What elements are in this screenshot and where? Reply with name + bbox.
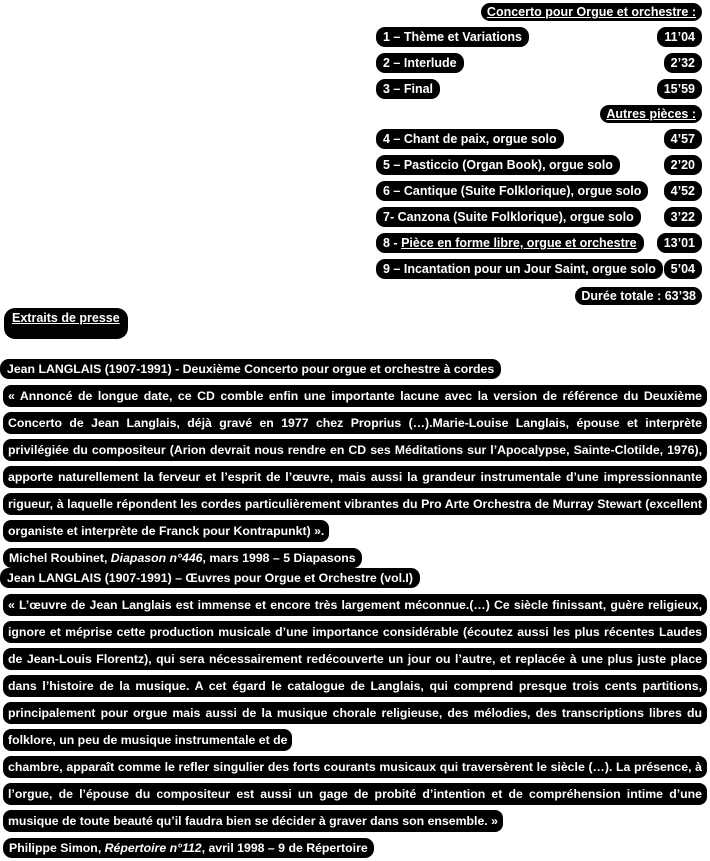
track-duration: 2’20 xyxy=(664,155,702,175)
track-title: 9 – Incantation pour un Jour Saint, orgue solo xyxy=(376,259,663,279)
track-title: 2 – Interlude xyxy=(376,53,464,73)
press-excerpt-title xyxy=(0,566,710,590)
press-excerpt xyxy=(0,357,710,571)
signature-author: Michel Roubinet, xyxy=(9,551,111,565)
concerto-heading-colon: : xyxy=(688,5,696,19)
track-row xyxy=(376,178,702,204)
track-title: 5 – Pasticcio (Organ Book), orgue solo xyxy=(376,155,620,175)
press-excerpt-body-continued xyxy=(0,754,710,835)
track-duration: 13’01 xyxy=(657,233,702,253)
track-row xyxy=(376,204,702,230)
press-section-heading xyxy=(4,308,128,339)
concerto-heading xyxy=(376,0,702,24)
press-excerpt-body-text-part1: « L’œuvre de Jean Langlais est immense et encore très largement méconnue.(…) Ce siècle finissant, guère religieux, ignore et méprise cette production musicale d’une importance considérable (écoutez aussi les plus récentes Laudes de Jean-Louis Florentz), qui sera nécessairement redécouverte un jour ou l’autre, et replacée à une plus juste place dans l’histoire de la musique. A cet égard le catalogue de Langlais, qui comprend presque trois cents partitions, principalement pour orgue mais aussi de la musique chorale religieuse, des mélodies, des transcriptions libres du folklore, un peu de musique instrumentale et de xyxy=(3,594,707,751)
signature-rest: , mars 1998 – 5 Diapasons xyxy=(202,551,356,565)
press-excerpt-title-text: Jean LANGLAIS (1907-1991) – Œuvres pour Orgue et Orchestre (vol.I) xyxy=(0,568,420,588)
concerto-heading-text: Concerto pour Orgue et orchestre xyxy=(486,5,689,19)
track-title: Pièce en forme libre, orgue et orchestre xyxy=(401,236,637,250)
other-pieces-heading xyxy=(376,102,702,126)
tracklist xyxy=(376,0,702,282)
press-excerpt-body-text-part2: chambre, apparaît comme le refler singulier des forts courants musicaux qui traversèrent le siècle (…). La présence, à l’orgue, de l’épouse du compositeur est aussi un gage de probité d’intention et de compréhension intime d’une musique de toute beauté qu’il faudra bien se décider à graver dans son ensemble. » xyxy=(3,756,707,832)
track-duration: 4’57 xyxy=(664,129,702,149)
press-excerpt-body xyxy=(0,383,710,545)
track-duration: 2’32 xyxy=(664,53,702,73)
other-pieces-heading-text: Autres pièces : xyxy=(600,105,702,123)
total-duration-label: Durée totale : 63’38 xyxy=(575,287,702,305)
total-duration xyxy=(376,284,702,308)
track-row xyxy=(376,76,702,102)
press-excerpt-title xyxy=(0,357,710,381)
signature-publication: Diapason n°446 xyxy=(110,551,203,565)
press-excerpt-signature xyxy=(0,835,710,861)
track-title: 1 – Thème et Variations xyxy=(376,27,529,47)
press-excerpt xyxy=(0,566,710,861)
track-title: 3 – Final xyxy=(376,79,440,99)
track-title: 7- Canzona (Suite Folklorique), orgue solo xyxy=(376,207,641,227)
track-duration: 3’22 xyxy=(664,207,702,227)
track-duration: 11’04 xyxy=(657,27,702,47)
track-duration: 4’52 xyxy=(664,181,702,201)
press-excerpt-body-text: « Annoncé de longue date, ce CD comble enfin une importante lacune avec la version de référence du Deuxième Concerto de Jean Langlais, déjà gravé en 1977 chez Proprius (…).Marie-Louise Langlais, épouse et interprète privilégiée du compositeur (Arion devrait nous rendre en CD ses Méditations sur l’Apocalypse, Sainte-Clotilde, 1976), apporte naturellement la ferveur et l’esprit de l’œuvre, mais aussi la grandeur instrumentale d’une impressionnante rigueur, à laquelle répondent les cordes particulièrement vibrantes du Pro Arte Orchestra de Murray Stewart (excellent organiste et interprète de Franck pour Kontrapunkt) ». xyxy=(3,385,707,542)
signature-author: Philippe Simon, xyxy=(9,841,105,855)
track-row xyxy=(376,50,702,76)
press-excerpt-title-text: Jean LANGLAIS (1907-1991) - Deuxième Concerto pour orgue et orchestre à cordes xyxy=(0,359,501,379)
track-row xyxy=(376,256,702,282)
track-title: 6 – Cantique (Suite Folklorique), orgue solo xyxy=(376,181,648,201)
press-excerpt-body xyxy=(0,592,710,754)
track-row xyxy=(376,152,702,178)
track-title: 4 – Chant de paix, orgue solo xyxy=(376,129,564,149)
signature-publication: Répertoire n°112 xyxy=(104,841,202,855)
track-row xyxy=(376,126,702,152)
track-row xyxy=(376,230,702,256)
press-section-heading-text: Extraits de presse xyxy=(4,308,128,339)
track-row xyxy=(376,24,702,50)
track-duration: 15’59 xyxy=(657,79,702,99)
signature-rest: , avril 1998 – 9 de Répertoire xyxy=(201,841,368,855)
track-duration: 5’04 xyxy=(664,259,702,279)
track-number: 8 - xyxy=(383,236,402,250)
